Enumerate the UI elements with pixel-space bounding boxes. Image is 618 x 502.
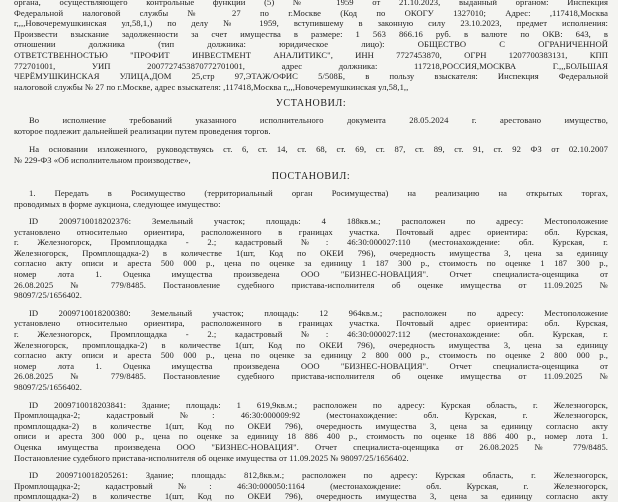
text-line: На основании изложенного, руководствуясь ст. 6, ст. 14, ст. 68, ст. 69, ст. 87, ст. 89, ст. 91, ст. 92 ФЗ от 02.10.2007 xyxy=(29,144,608,155)
text-line: ID 2009710018203841: Здание; площадь: 1 619,9кв.м.; расположен по адресу: Курская область, г. Железногорск, xyxy=(29,399,608,410)
text-line: налоговой службы № 27 по г.Москве, адрес взыскателя: ,117418,Москва г,,,,Новочеремушкинская ул,58,1,, xyxy=(14,81,409,92)
text-line: Оценка имущества произведена ООО "БИЗНЕС-НОВАЦИЯ". Отчет специалиста-оценщика от 26.08.2025 № 779/8485. xyxy=(14,441,608,452)
property-lot-4 xyxy=(14,470,608,502)
text-line: № 229-ФЗ «Об исполнительном производстве», xyxy=(14,154,191,165)
text-line: Железногорск, Промплощадка-2) в количестве 1(шт, Код по ОКЕИ 796), очередность имущества 3, цена за единицу xyxy=(14,247,608,258)
clause-1-paragraph xyxy=(14,188,608,209)
text-line: промплощадка-2) в количестве 1(шт, Код по ОКЕИ 796), очередность имущества 3, цена за единицу согласно акту xyxy=(14,420,608,431)
text-line: г,,,,Новочеремушкинская ул,58,1,) по делу № 1959, вступившему в законную силу 23.10.2023, предмет исполнения: xyxy=(14,18,608,29)
text-line: ID 2009710018202376: Земельный участок; площадь: 4 188кв.м.; расположен по адресу: Местоположение xyxy=(29,216,608,227)
text-line: Федеральной налоговой службы № 27 по г.Москве (Код по ОКОГУ 1327010; Адрес: ,117418,Москва xyxy=(14,7,608,18)
document-body xyxy=(14,0,608,502)
text-line: 26.08.2025 № 779/8485. Постановление судебного пристава-исполнителя об оценке имущества от 11.09.2025 № xyxy=(14,371,608,382)
text-line: Промплощадка-2; кадастровый №: 46:30:000050:1164 (местонахождение: обл. Курская, г. Железногорск, xyxy=(14,480,608,491)
text-line: Постановление судебного пристава-исполнителя об оценке имущества от 11.09.2025 № 98097/25/1656402. xyxy=(14,452,409,463)
property-lot-1 xyxy=(14,216,608,301)
text-line: отношении должника (тип должника: юридическое лицо): ОБЩЕСТВО С ОГРАНИЧЕННОЙ xyxy=(14,39,608,50)
text-line: которое подлежит дальнейшей реализации путем проведения торгов. xyxy=(14,125,271,136)
text-line: ЧЕРЁМУШКИНСКАЯ УЛИЦА,ДОМ 25,стр 97,ЭТАЖ/ОФИС 5/508Б, в пользу взыскателя: Инспекция Федеральной xyxy=(14,71,608,82)
text-line: согласно акту описи и ареста 500 000 р., цена по оценке за единицу 1 187 300 р., стоимость по оценке 1 187 300 р., xyxy=(14,258,608,269)
text-line: ОТВЕТСТВЕННОСТЬЮ "ПРОФИТ ИНВЕСТМЕНТ АНАЛИТИКС", ИНН 7727453870, ОГРН 1207700383131, КПП xyxy=(14,49,608,60)
text-line: проводимых в форме аукциона, следующее имущество: xyxy=(14,198,221,209)
postanovil-heading: ПОСТАНОВИЛ: xyxy=(271,171,351,183)
text-line: установлено относительно ориентира, расположенного в границах участка. Почтовый адрес ориентира: обл. Курская, xyxy=(14,318,608,329)
basis-paragraph xyxy=(14,144,608,165)
text-line: Во исполнение требований указанного исполнительного документа 28.05.2024 г. арестовано имущество, xyxy=(29,114,608,125)
text-line: органа, осуществляющего контрольные функции (5) № 1959 от 21.10.2023, выданный органом: Инспекция xyxy=(14,0,608,7)
text-line: г. Железногорск, Промплощадка - 2.; кадастровый №: 46:30:000027:112 (местонахождение: обл. Курская, г. xyxy=(14,329,608,340)
text-line: Железногорск, промплощадка-2) в количестве 1(шт, Код по ОКЕИ 796), очередность имущества 3, цена за единицу xyxy=(14,339,608,350)
ustanovil-heading: УСТАНОВИЛ: xyxy=(275,98,347,110)
text-line: Произвести взыскание задолженности за счет имущества в размере: 1 563 866.16 руб. в валюте по ОКВ: 643, в xyxy=(14,28,608,39)
property-lot-3 xyxy=(14,400,608,464)
text-line: согласно акту описи и ареста 500 000 р., цена по оценке за единицу 2 800 000 р., стоимость по оценке 2 800 000 р., xyxy=(14,350,608,361)
text-line: номер лота 1. Оценка имущества произведена ООО "БИЗНЕС-НОВАЦИЯ". Отчет специалиста-оценщика от xyxy=(14,269,608,280)
text-line: ID 2009710018205261: Здание; площадь: 812,8кв.м.; расположен по адресу: Курская область, г. Железногорск, xyxy=(29,470,608,481)
text-line: Промплощадка-2; кадастровый №: 46:30:000009:92 (местонахождение: обл. Курская, г. Железногорск, xyxy=(14,410,608,421)
text-line: установлено относительно ориентира, расположенного в границах участка. Почтовый адрес ориентира: обл. Курская, xyxy=(14,226,608,237)
text-line: номер лота 1. Оценка имущества произведена ООО "БИЗНЕС-НОВАЦИЯ". Отчет специалиста-оценщика от xyxy=(14,360,608,371)
text-line: 1. Передать в Росимущество (территориальный орган Росимущества) на реализацию на открытых торгах, xyxy=(29,187,608,198)
text-line: г. Железногорск, Промплощадка - 2.; кадастровый №: 46:30:000027:110 (местонахождение: обл. Курская, г. xyxy=(14,237,608,248)
text-line: описи и ареста 300 000 р., цена по оценке за единицу 18 886 400 р., стоимость по оценке 18 886 400 р., номер лота 1. xyxy=(14,431,608,442)
text-line: 772701001, УИП 2007727453870772701001, адрес должника: 117218,РОССИЯ,МОСКВА Г.,,,БОЛЬШАЯ xyxy=(14,60,608,71)
ustanovil-paragraph xyxy=(14,115,608,136)
text-line: 98097/25/1656402. xyxy=(14,290,82,301)
property-lot-2 xyxy=(14,308,608,393)
intro-paragraph xyxy=(14,0,608,92)
text-line: 98097/25/1656402. xyxy=(14,382,82,392)
text-line: 26.08.2025 № 779/8485. Постановление судебного пристава-исполнителя об оценке имущества от 11.09.2025 № xyxy=(14,279,608,290)
text-line: ID 2009710018200380: Земельный участок; площадь: 12 964кв.м.; расположен по адресу: Местоположение xyxy=(29,307,608,318)
text-line: промплощадка-2) в количестве 1(шт, Код по ОКЕИ 796), очередность имущества 3, цена за единицу согласно акту xyxy=(14,491,608,502)
